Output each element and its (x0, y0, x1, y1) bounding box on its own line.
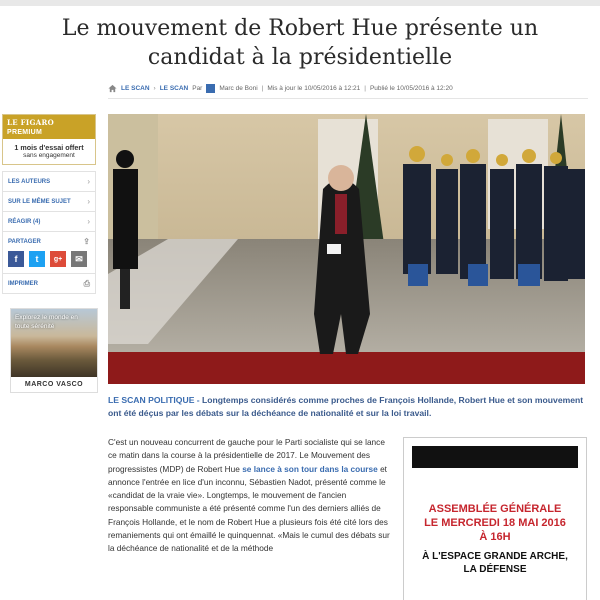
chevron-right-icon: › (87, 177, 90, 186)
ad-line4: À L'ESPACE GRANDE ARCHE, (422, 551, 568, 562)
ad-caption: Explorez le monde en toute sérénité (15, 314, 78, 330)
body-text-2: et annonce l'entrée en lice d'un inconnu, Sébastien Nadot, présenté comme le «candidat de la vraie vie». Longtemps, le mouvement de l'ancien responsable communiste a été présenté comme l'un des derniers alliés de François Hollande, et le nom de Robert Hue a plusieurs fois été cité lors des remaniements qui ont émaillé le quinquennat. «Mais le cumul des débats sur la déchéance de nationalité et de la méthode (108, 463, 390, 554)
breadcrumb-1[interactable]: LE SCAN (121, 84, 150, 92)
sidebar-links (2, 171, 96, 232)
chevron-right-icon: › (153, 84, 156, 92)
facebook-icon[interactable]: f (8, 251, 24, 267)
ad-logo: MARCO VASCO (24, 381, 84, 388)
premium-promo[interactable] (2, 114, 96, 165)
home-icon[interactable] (108, 84, 117, 93)
promo-line1: 1 mois d'essai offert (14, 143, 84, 152)
top-rule (0, 0, 600, 6)
lead-kicker[interactable]: LE SCAN POLITIQUE - (108, 395, 200, 405)
breadcrumb-2[interactable]: LE SCAN (159, 84, 189, 92)
updated-date: Mis à jour le 10/05/2016 à 12:21 (267, 84, 361, 92)
photo-illustration (108, 114, 585, 384)
ad-line5: LA DÉFENSE (463, 564, 527, 575)
marco-vasco-ad[interactable] (10, 308, 98, 393)
ad-line1: ASSEMBLÉE GÉNÉRALE (428, 503, 562, 515)
article-body (108, 436, 393, 556)
article-photo (108, 114, 585, 384)
email-icon[interactable]: ✉ (71, 251, 87, 267)
promo-brand: LE FIGARO (7, 118, 54, 127)
share-label: PARTAGER (8, 238, 41, 245)
meta-divider (108, 98, 588, 99)
ad-line3: À 16H (479, 531, 511, 543)
article-lead (108, 394, 586, 420)
assembly-ad[interactable] (403, 437, 587, 600)
published-date: Publié le 10/05/2016 à 12:20 (369, 84, 453, 92)
ad-image (11, 309, 97, 377)
body-text-1: C'est un nouveau concurrent de gauche pour le Parti socialiste qui se lance ce matin dans la course à la présidentielle de 2017. Le Mouvement des progressistes (MDP) de Robert Hue (108, 437, 385, 474)
promo-line2: sans engagement (23, 152, 75, 159)
chevron-right-icon: › (87, 197, 90, 206)
author-name[interactable]: Marc de Boni (219, 84, 258, 92)
sidebar-item-comments[interactable]: RÉAGIR (4) › (3, 212, 95, 232)
printer-icon: ⎙ (83, 278, 90, 288)
chevron-right-icon: › (87, 217, 90, 226)
twitter-icon[interactable]: t (29, 251, 45, 267)
google-plus-icon[interactable]: g+ (50, 251, 66, 267)
ad-line2: LE MERCREDI 18 MAI 2016 (424, 517, 566, 529)
article-meta: LE SCAN › LE SCAN Par Marc de Boni | Mis à jour le 10/05/2016 à 12:21 | Publié le 10/05/2016 à 12:20 (108, 80, 588, 96)
sidebar (2, 114, 96, 393)
body-link[interactable]: se lance à son tour dans la course (242, 463, 378, 474)
sidebar-item-authors[interactable]: LES AUTEURS › (3, 172, 95, 192)
sidebar-item-same-subject[interactable]: SUR LE MÊME SUJET › (3, 192, 95, 212)
share-block (2, 232, 96, 274)
author-avatar-icon (206, 84, 215, 93)
lead-text: Longtemps considérés comme proches de François Hollande, Robert Hue et son mouvement ont été déçus par les débats sur la déchéance de nationalité et sur la loi travail. (108, 395, 584, 418)
promo-premium: PREMIUM (7, 129, 43, 136)
share-icon: ⇪ (83, 237, 90, 246)
article-title: Le mouvement de Robert Hue présente un candidat à la présidentielle (61, 16, 539, 70)
print-button[interactable]: IMPRIMER ⎙ (2, 274, 96, 294)
author-prefix: Par (192, 84, 203, 92)
